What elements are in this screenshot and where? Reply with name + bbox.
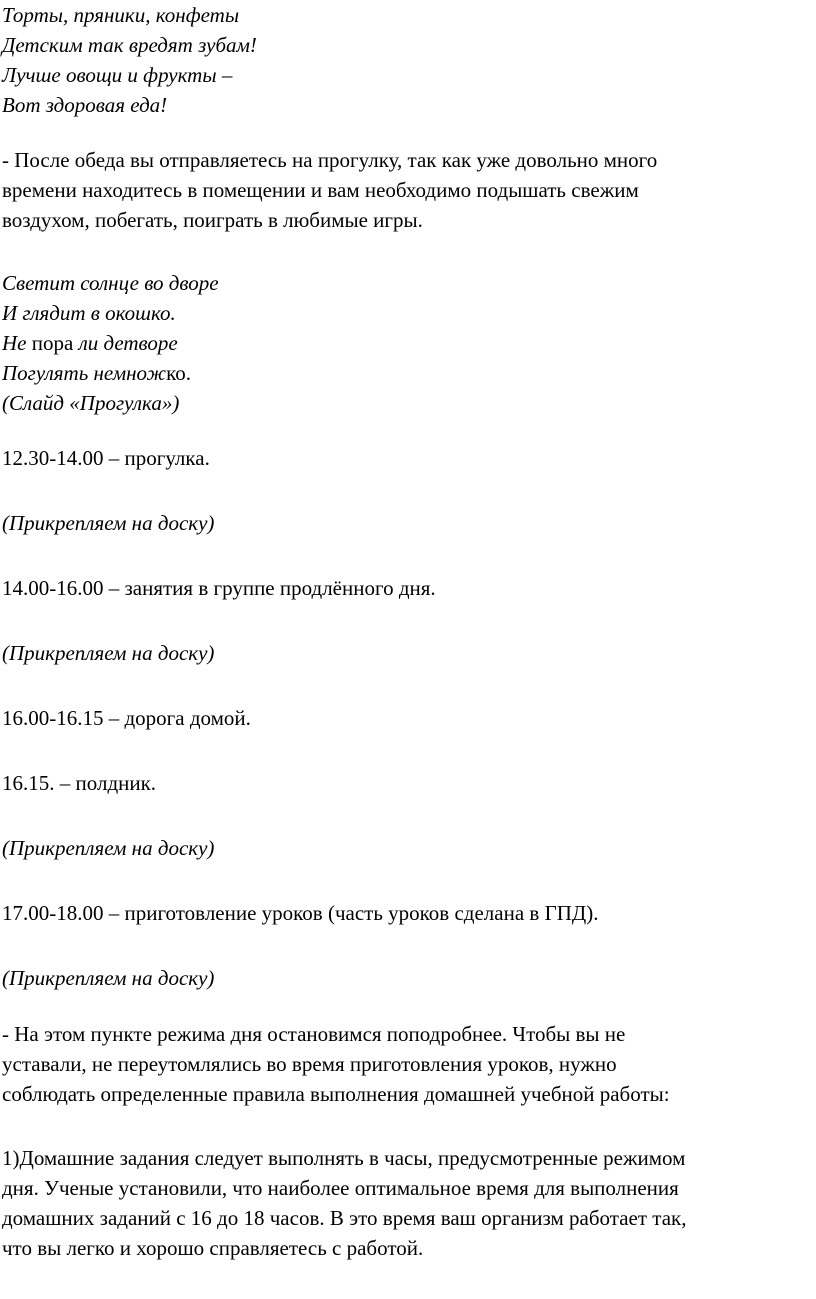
paragraph-walk-intro	[2, 145, 812, 235]
attach-note: (Прикрепляем на доску)	[2, 641, 215, 665]
poem-fragment: пора	[26, 331, 79, 355]
schedule-road-home: 16.00-16.15 – дорога домой.	[2, 706, 251, 730]
paragraph-line: - На этом пункте режима дня остановимся поподробнее. Чтобы вы не	[2, 1022, 626, 1046]
poem-line: Детским так вредят зубам!	[2, 33, 257, 57]
paragraph-line: времени находитесь в помещении и вам необходимо подышать свежим	[2, 178, 639, 202]
poem-fragment: Не	[2, 331, 27, 355]
poem-line: Лучше овощи и фрукты –	[2, 63, 233, 87]
paragraph-homework-rules	[2, 1019, 812, 1109]
poem-line: Светит солнце во дворе	[2, 271, 219, 295]
paragraph-line: что вы легко и хорошо справляетесь с работой.	[2, 1236, 424, 1260]
attach-note: (Прикрепляем на доску)	[2, 511, 215, 535]
schedule-homework: 17.00-18.00 – приготовление уроков (часть уроков сделана в ГПД).	[2, 901, 599, 925]
poem-fragment: Погулять немнож	[2, 361, 167, 385]
schedule-snack: 16.15. – полдник.	[2, 771, 157, 795]
paragraph-line: уставали, не переутомлялись во время приготовления уроков, нужно	[2, 1052, 617, 1076]
schedule-walk: 12.30-14.00 – прогулка.	[2, 446, 210, 470]
poem-fragment: ли детворе	[78, 331, 178, 355]
paragraph-rule-1	[2, 1143, 812, 1263]
poem-line	[2, 358, 812, 388]
attach-note: (Прикрепляем на доску)	[2, 836, 215, 860]
poem-line: Торты, пряники, конфеты	[2, 3, 240, 27]
paragraph-line: воздухом, побегать, поиграть в любимые игры.	[2, 208, 423, 232]
paragraph-line: дня. Ученые установили, что наиболее оптимальное время для выполнения	[2, 1176, 679, 1200]
schedule-extended-day: 14.00-16.00 – занятия в группе продлённого дня.	[2, 576, 436, 600]
poem-sweets	[2, 0, 812, 120]
poem-line: И глядит в окошко.	[2, 301, 176, 325]
paragraph-line: соблюдать определенные правила выполнения домашней учебной работы:	[2, 1082, 670, 1106]
paragraph-line: домашних заданий с 16 до 18 часов. В это время ваш организм работает так,	[2, 1206, 687, 1230]
poem-line: Вот здоровая еда!	[2, 93, 168, 117]
slide-note: (Слайд «Прогулка»)	[2, 391, 180, 415]
poem-line	[2, 328, 812, 358]
poem-sun	[2, 268, 812, 418]
paragraph-line: 1)Домашние задания следует выполнять в часы, предусмотренные режимом	[2, 1146, 686, 1170]
poem-fragment: ко.	[166, 361, 191, 385]
paragraph-line: - После обеда вы отправляетесь на прогулку, так как уже довольно много	[2, 148, 658, 172]
attach-note: (Прикрепляем на доску)	[2, 966, 215, 990]
